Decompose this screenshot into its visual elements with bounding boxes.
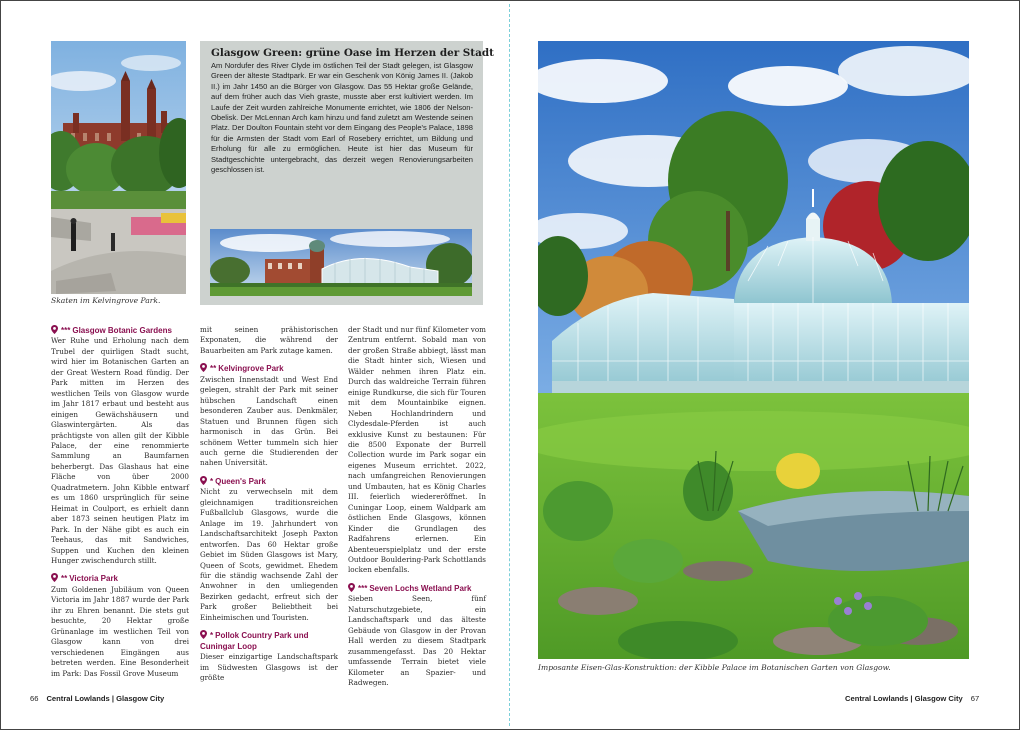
section-text-seven-lochs: Sieben Seen, fünf Naturschutzgebiete, ein Landschaftspark und das älteste Gebäude von Glasgow in der Provan Hall werden zu diesem Stadtpark zusammengefasst. Das 20 Hektar umfassende Terrain bietet viele Kilometer an Spazier- und Radwegen.: [348, 594, 486, 687]
section-text-victoria-park-part-2: mit seinen prähistorischen Exponaten, die während der Bauarbeiten am Park zutage kamen.: [200, 325, 338, 355]
map-pin-icon: [51, 573, 58, 582]
running-footer-section: Central Lowlands | Glasgow City: [46, 694, 165, 703]
rating-stars: *: [210, 476, 214, 486]
section-heading-seven-lochs: [348, 583, 486, 594]
map-pin-icon: [200, 630, 207, 639]
section-heading-botanic-gardens: [51, 325, 189, 336]
peoples-palace-photo: [210, 229, 472, 296]
kibble-palace-caption: Imposante Eisen-Glas-Konstruktion: der Kibble Palace im Botanischen Garten von Glasgow.: [538, 663, 891, 672]
left-page-footer: [30, 694, 164, 703]
infobox-title: Glasgow Green: grüne Oase im Herzen der Stadt: [211, 47, 494, 59]
kelvingrove-skatepark-photo: [51, 41, 186, 294]
section-text-pollok-part-1: Dieser einzigartige Landschaftspark im Südwesten Glasgows ist der größte: [200, 652, 338, 683]
rating-stars: **: [61, 574, 68, 584]
kelvingrove-photo-caption: Skaten im Kelvingrove Park.: [51, 296, 161, 305]
section-title: Victoria Park: [69, 574, 119, 584]
section-heading-victoria-park: [51, 573, 189, 584]
section-text-kelvingrove-park: Zwischen Innenstadt und West End gelegen, strahlt der Park mit seiner hübschen Landschaft einen besonderen Zauber aus. Denkmäler, Statuen und Brunnen fügen sich harmonisch in das Grün. Bei schönem Wetter tummeln sich hier auch gerne die Studierenden der nahen Universität.: [200, 374, 338, 468]
page-number: 66: [30, 694, 39, 703]
rating-stars: **: [210, 364, 217, 374]
rating-stars: *: [210, 631, 214, 641]
section-title: Kelvingrove Park: [218, 364, 284, 374]
section-text-queens-park: Nicht zu verwechseln mit dem gleichnamigen traditionsreichen Fußballclub Glasgows, wurde die Anlage im 19. Jahrhundert von Landschaftsarchitekt Joseph Paxton entworfen. Das 60 Hektar große Gebiet im Süden Glasgows ist Mary, Queen of Scots, gewidmet. Ehedem für die ständig wachsende Zahl der Anwohner in den umliegenden Bezirken gedacht, erfreut sich der Park großer Beliebtheit bei Einheimischen und Touristen.: [200, 487, 338, 622]
book-gutter: [509, 4, 510, 726]
rating-stars: ***: [61, 326, 71, 335]
section-heading-pollok-country-park: [200, 630, 338, 652]
section-title: Glasgow Botanic Gardens: [72, 326, 172, 335]
column-1: [51, 325, 189, 679]
kibble-palace-photo: [538, 41, 969, 659]
map-pin-icon: [200, 476, 207, 485]
running-footer-section: Central Lowlands | Glasgow City: [845, 694, 963, 703]
section-heading-kelvingrove-park: [200, 363, 338, 374]
right-page-footer: [845, 694, 979, 703]
infobox-text: Am Nordufer des River Clyde im östlichen Teil der Stadt gelegen, ist Glasgow Green der älteste Stadtpark. Er war ein Geschenk von König James II. (Jakob II.) im Jahr 1450 an die Bürger von Glasgow. Das 55 Hektar große Gelände, auf dem früher auch das Vieh graste, musste aber erst kultiviert werden. Im Laufe der Zeit wurden zahlreiche Monumente errichtet, wie 1806 der Nelson-Obelisk. Der McLennan Arch kam hinzu und fand zuletzt am Westende seinen Platz. Der Doulton Fountain steht vor dem Eingang des People's Palace, 1898 für die Armsten der Stadt vom Earl of Rosebery errichtet, um Bildung und Erholung für alle zu ermöglichen. Heute ist hier das Museum für Stadtgeschichte untergebracht, das derzeit wegen Renovierungsarbeiten geschlossen ist.: [211, 61, 473, 175]
glasgow-green-infobox: [200, 41, 494, 305]
section-text-pollok-part-2: der Stadt und nur fünf Kilometer vom Zentrum entfernt. Sobald man von der großen Straße abbiegt, lässt man die Stadt hinter sich, Wiesen und Wälder nehmen ihren Platz ein. Durch das waldreiche Terrain führen einige Rundkurse, die sich für Touren mit dem Mountainbike eignen. Neben Hochlandrindern und Clydesdale-Pferden ist auch exklusive Kunst zu bestaunen: Für die 8500 Exponate der Burrell Collection wurde im Park sogar ein eigenes Museum errichtet. 2022, nach umfangreichen Renovierungen und Umbauten, hat es König Charles III. feierlich wiedereröffnet. In Cuningar Loop, einem Waldpark am östlichen Ende Glasgows, können Kinder die Grundlagen des Radfahrens erlernen. Ein Abenteuerspielplatz und der erste Outdoor Bouldering-Park Schottlands locken ebenfalls.: [348, 325, 486, 575]
section-heading-queens-park: [200, 476, 338, 487]
rating-stars: ***: [358, 583, 368, 593]
column-2: [200, 325, 338, 684]
column-3: [348, 325, 486, 688]
section-text-botanic-gardens: Wer Ruhe und Erholung nach dem Trubel der quirligen Stadt sucht, wird hier im Botanischen Garten an der Great Western Road fündig. Der Park mitten im Herzen des westlichen Teils von Glasgow wurde im Jahr 1817 erbaut und besteht aus einigen Gewächshäusern und Glaswintergärten. Als das prächtigste von allen gilt der Kibble Palace, der eine renommierte Sammlung an Baumfarnen beherbergt. Das Glashaus hat eine Fläche von über 2000 Quadratmetern. John Kibble entwarf es um 1860 ursprünglich für seine Heimat in Coulport, es erhielt dann aber 1873 seinen heutigen Platz im Park. In der Nähe gibt es auch ein Teehaus, das mit Sandwiches, Suppen und Kuchen den kleinen Hunger zwischendurch stillt.: [51, 336, 189, 565]
section-title: Pollok Country Park und Cuningar Loop: [200, 631, 309, 651]
section-title: Seven Lochs Wetland Park: [369, 583, 472, 593]
section-title: Queen's Park: [215, 476, 266, 486]
map-pin-icon: [51, 325, 58, 334]
map-pin-icon: [200, 363, 207, 372]
section-text-victoria-park-part-1: Zum Goldenen Jubiläum von Queen Victoria im Jahr 1887 wurde der Park ihr zu Ehren benannt. Die stets gut besuchte, 20 Hektar große Grünanlage im westlichen Teil von Glasgow kann von drei verschiedenen Eingängen aus betreten werden. Eine Besonderheit im Park: Das Fossil Grove Museum: [51, 584, 189, 678]
map-pin-icon: [348, 583, 355, 592]
page-number: 67: [970, 694, 980, 703]
